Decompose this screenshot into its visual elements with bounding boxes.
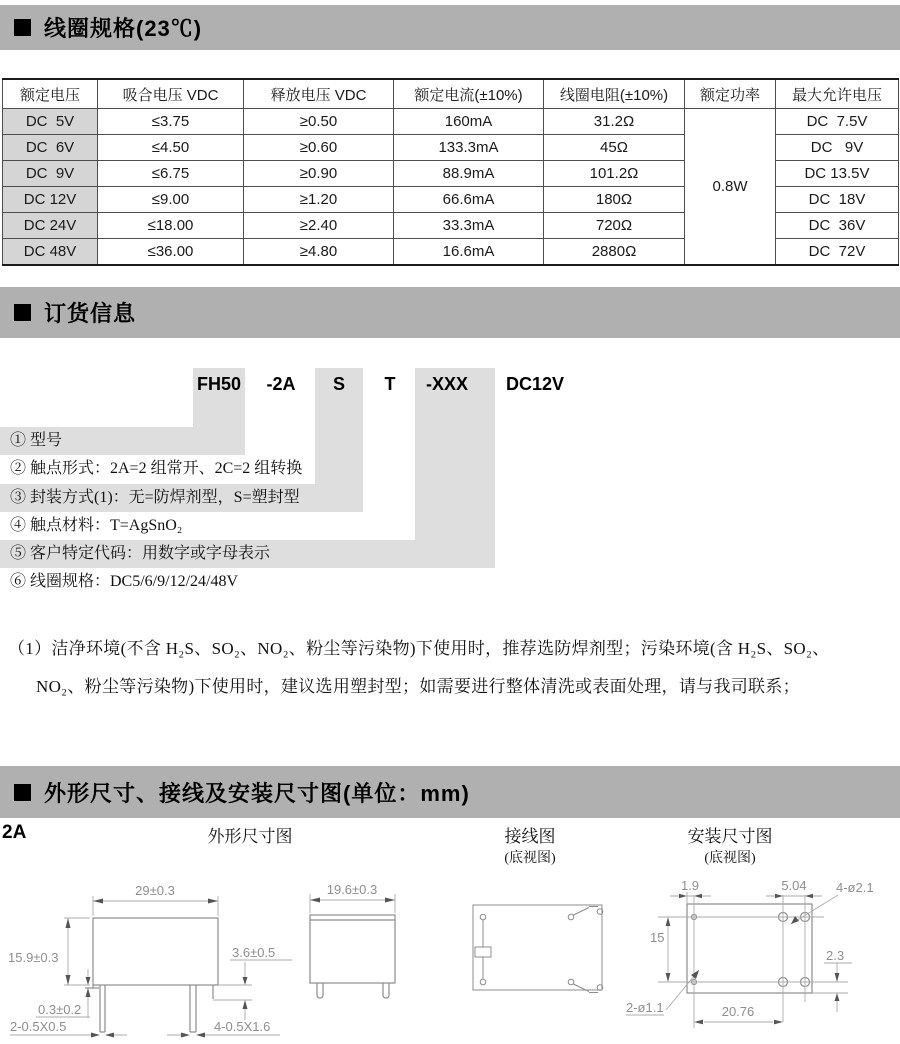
- cell-resistance: 180Ω: [544, 187, 685, 213]
- ordering-item-6: ⑥ 线圈规格：DC5/6/9/12/24/48V: [10, 573, 239, 590]
- footnote-line-1: （1）洁净环境(不含 H₂S、SO₂、NO₂、粉尘等污染物)下使用时，推荐选防焊剂型；污染环境(含 H₂S、SO₂、: [8, 639, 830, 658]
- dim-pitch-label: 5.04: [781, 878, 807, 893]
- cell-voltage: DC 12V: [3, 187, 98, 213]
- cell-dropout: ≥4.80: [244, 239, 394, 266]
- cell-dropout: ≥0.60: [244, 135, 394, 161]
- cell-max-voltage: DC 72V: [776, 239, 899, 266]
- relay-side-view: [85, 918, 218, 1032]
- cell-resistance: 45Ω: [544, 135, 685, 161]
- col-header-pickup-voltage: 吸合电压 VDC: [98, 79, 244, 109]
- cell-pickup: ≤3.75: [98, 109, 244, 135]
- cell-resistance: 2880Ω: [544, 239, 685, 266]
- black-square-marker-icon: [14, 19, 31, 36]
- section-title: 线圈规格(23℃): [44, 16, 203, 41]
- dim-height-label: 15.9±0.3: [8, 950, 59, 965]
- cell-pickup: ≤6.75: [98, 161, 244, 187]
- wiring-diagram: [473, 905, 603, 993]
- ordering-item-4: ④ 触点材料：T=AgSnO₂: [10, 517, 183, 534]
- outline-drawing-title: 外形尺寸图: [207, 827, 293, 846]
- contact-symbol-bottom: [574, 984, 599, 993]
- dim-holes-large-label: 4-ø2.1: [836, 880, 874, 895]
- code-part-contact: -2A: [266, 374, 296, 394]
- cell-max-voltage: DC 9V: [776, 135, 899, 161]
- mounting-drawing-title: 安装尺寸图: [687, 827, 773, 846]
- section-title: 外形尺寸、接线及安装尺寸图(单位：mm): [44, 780, 470, 806]
- table-header-row: [3, 79, 899, 109]
- dim-width-label: 29±0.3: [135, 883, 175, 898]
- cell-current: 66.6mA: [394, 187, 544, 213]
- black-square-marker-icon: [14, 304, 31, 321]
- cell-voltage: DC 9V: [3, 161, 98, 187]
- col-header-rated-current: 额定电流(±10%): [394, 79, 544, 109]
- ordering-item-5: ⑤ 客户特定代码：用数字或字母表示: [10, 545, 271, 562]
- cell-current: 160mA: [394, 109, 544, 135]
- cell-pickup: ≤18.00: [98, 213, 244, 239]
- footnote-line-2: NO₂、粉尘等污染物)下使用时，建议选用塑封型；如需要进行整体清洗或表面处理，请与我司联系；: [36, 677, 800, 696]
- coil-symbol: [475, 947, 491, 957]
- cell-dropout: ≥1.20: [244, 187, 394, 213]
- cell-dropout: ≥0.50: [244, 109, 394, 135]
- col-header-coil-resistance: 线圈电阻(±10%): [544, 79, 685, 109]
- contact-symbol-top: [574, 907, 599, 916]
- col-header-rated-voltage: 额定电压: [3, 79, 98, 109]
- wiring-drawing-title: 接线图: [504, 827, 556, 846]
- cell-voltage: DC 5V: [3, 109, 98, 135]
- code-part-custom-code: -XXX: [425, 374, 468, 394]
- black-square-marker-icon: [14, 784, 31, 801]
- dim-standoff-label: 0.3±0.2: [38, 1002, 82, 1017]
- dimension-drawings: [0, 870, 900, 1044]
- cell-resistance: 101.2Ω: [544, 161, 685, 187]
- cell-voltage: DC 48V: [3, 239, 98, 266]
- section-header-ordering-info: [0, 287, 900, 338]
- wiring-view-label: (底视图): [504, 851, 556, 866]
- ordering-item-1: ① 型号: [10, 432, 63, 449]
- table-row: [3, 109, 899, 135]
- cell-voltage: DC 6V: [3, 135, 98, 161]
- cell-rated-power: 0.8W: [685, 109, 776, 266]
- relay-front-view: [310, 915, 395, 998]
- col-header-max-voltage: 最大允许电压: [776, 79, 899, 109]
- cell-max-voltage: DC 18V: [776, 187, 899, 213]
- cell-max-voltage: DC 36V: [776, 213, 899, 239]
- dim-depth-label: 19.6±0.3: [326, 882, 378, 897]
- cell-current: 33.3mA: [394, 213, 544, 239]
- dim-edge-label: 1.9: [680, 878, 700, 893]
- dim-holes-small-label: 2-ø1.1: [626, 1000, 664, 1015]
- section-title: 订货信息: [44, 301, 137, 326]
- code-part-material: T: [384, 374, 396, 394]
- ordering-item-2: ② 触点形式：2A=2 组常开、2C=2 组转换: [10, 460, 303, 477]
- dim-offset-label: 2.3: [826, 948, 845, 963]
- ordering-item-3: ③ 封装方式(1)：无=防焊剂型，S=塑封型: [10, 489, 300, 506]
- code-part-sealing: S: [332, 374, 345, 394]
- cell-pickup: ≤9.00: [98, 187, 244, 213]
- dim-span-label: 20.76: [721, 1004, 755, 1019]
- cell-max-voltage: DC 7.5V: [776, 109, 899, 135]
- dim-pins-large-label: 4-0.5X1.6: [214, 1019, 271, 1034]
- cell-resistance: 31.2Ω: [544, 109, 685, 135]
- code-part-coil: DC12V: [505, 374, 565, 394]
- code-part-model: FH50: [196, 374, 241, 394]
- mounting-view-label: (底视图): [704, 851, 756, 866]
- dim-mount-height-label: 15: [650, 930, 665, 945]
- col-header-dropout-voltage: 释放电压 VDC: [244, 79, 394, 109]
- cell-pickup: ≤4.50: [98, 135, 244, 161]
- cell-voltage: DC 24V: [3, 213, 98, 239]
- col-header-rated-power: 额定功率: [685, 79, 776, 109]
- cell-current: 16.6mA: [394, 239, 544, 266]
- section-header-dimensions: [0, 766, 900, 818]
- cell-current: 133.3mA: [394, 135, 544, 161]
- cell-max-voltage: DC 13.5V: [776, 161, 899, 187]
- dim-pin-length-label: 3.6±0.5: [232, 945, 276, 960]
- cell-pickup: ≤36.00: [98, 239, 244, 266]
- cell-resistance: 720Ω: [544, 213, 685, 239]
- section-header-coil-spec: [0, 5, 900, 50]
- cell-current: 88.9mA: [394, 161, 544, 187]
- cell-dropout: ≥2.40: [244, 213, 394, 239]
- variant-label-2a: 2A: [2, 822, 27, 843]
- ladder-column-custom-code: [415, 368, 495, 568]
- dim-pins-small-label: 2-0.5X0.5: [10, 1019, 67, 1034]
- coil-spec-table: [2, 78, 899, 266]
- cell-dropout: ≥0.90: [244, 161, 394, 187]
